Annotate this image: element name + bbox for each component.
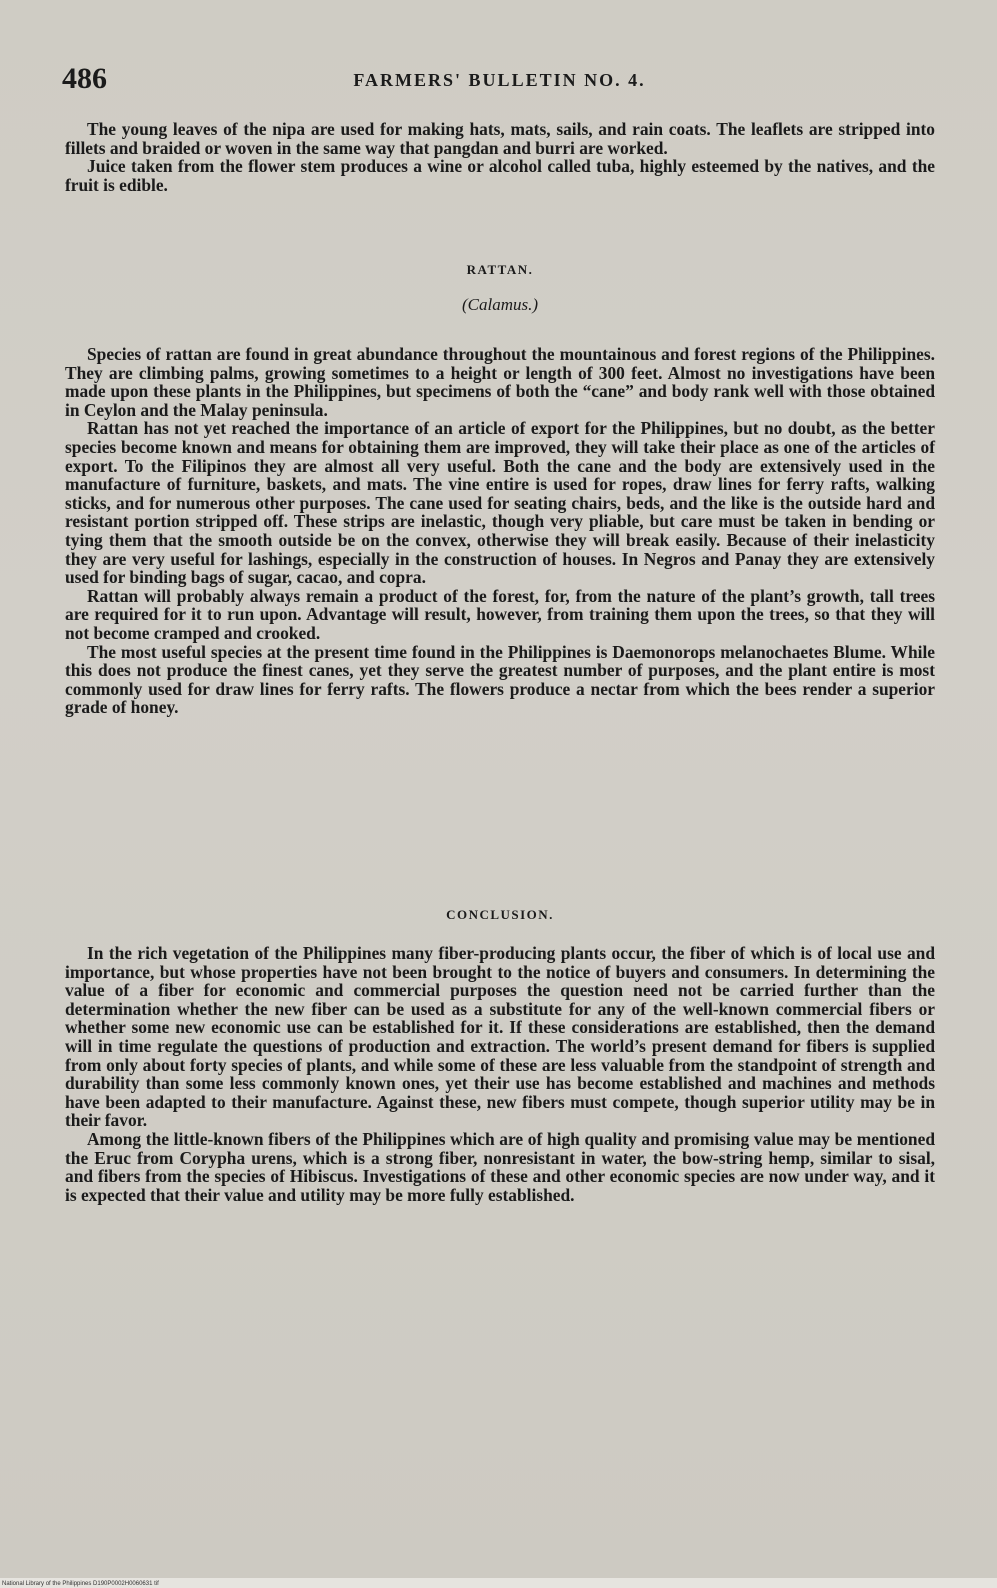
section-subheading-calamus: (Calamus.) <box>461 295 539 314</box>
section-heading-conclusion: CONCLUSION. <box>446 907 554 922</box>
scan-footer <box>0 1578 997 1588</box>
paragraph: Among the little-known fibers of the Philippines which are of high quality and promising value may be mentioned the Eruc from Corypha urens, which is a strong fiber, nonresistant in water, the bow-string hemp, similar to sisal, and fibers from the species of Hibiscus. Investigations of these and other economic species are now under way, and it is expected that their value and utility may be more fully established. <box>65 1128 935 1205</box>
paragraph: Rattan will probably always remain a product of the forest, for, from the nature of the plant’s growth, tall trees are required for it to run upon. Advantage will result, however, from training them upon the trees, so that they will not become cramped and crooked. <box>65 585 935 643</box>
paragraph: Rattan has not yet reached the importance of an article of export for the Philippines, but no doubt, as the better species become known and means for obtaining them are improved, they will take their place as one of the articles of export. To the Filipinos they are almost all very useful. Both the cane and the body are extensively used in the manufacture of furniture, baskets, and mats. The vine entire is used for ropes, draw lines for ferry rafts, walking sticks, and for numerous other purposes. The cane used for seating chairs, beds, and the like is the outside hard and resistant portion stripped off. These strips are inelastic, though very pliable, but care must be taken in bending or tying them that the smooth outside be on the convex, otherwise they will break easily. Because of their inelasticity they are very useful for lashings, especially in the construction of houses. In Negros and Panay they are extensively used for binding bags of sugar, cacao, and copra. <box>65 418 935 588</box>
paragraph: The young leaves of the nipa are used for making hats, mats, sails, and rain coats. The leaflets are stripped into fillets and braided or woven in the same way that pangdan and burri are worked. <box>65 119 935 158</box>
paragraph: Juice taken from the flower stem produces a wine or alcohol called tuba, highly esteemed by the natives, and the fruit is edible. <box>65 156 935 195</box>
scan-footer-text: National Library of the Philippines D190P0002H0060631 tif <box>2 1581 159 1587</box>
intro-text <box>65 120 935 194</box>
rattan-text <box>65 345 935 717</box>
running-head: FARMERS' BULLETIN NO. 4. <box>353 70 646 90</box>
conclusion-text <box>65 944 935 1204</box>
page-header <box>62 62 937 102</box>
paragraph: The most useful species at the present time found in the Philippines is Daemonorops melanochaetes Blume. While this does not produce the finest canes, yet they serve the greatest number of purposes, and the plant entire is most commonly used for draw lines for ferry rafts. The flowers produce a nectar from which the bees render a superior grade of honey. <box>65 641 935 718</box>
section-heading-rattan: RATTAN. <box>466 262 534 277</box>
paragraph: In the rich vegetation of the Philippines many fiber-producing plants occur, the fiber of which is of local use and importance, but whose properties have not been brought to the notice of buyers and consumers. In determining the value of a fiber for economic and commercial purposes the question need not be carried further than the determination whether the new fiber can be used as a substitute for any of the well-known commercial fibers or whether some new economic use can be established for it. If these considerations are established, then the demand will in time regulate the questions of production and extraction. The world’s present demand for fibers is supplied from only about forty species of plants, and while some of these are less valuable from the standpoint of strength and durability than some less commonly known ones, yet their use has become established and machines and methods have been adapted to their manufacture. Against these, new fibers must compete, though superior utility may be in their favor. <box>65 943 935 1131</box>
page-number: 486 <box>62 62 107 95</box>
paragraph: Species of rattan are found in great abundance throughout the mountainous and forest regions of the Philippines. They are climbing palms, growing sometimes to a height or length of 300 feet. Almost no investigations have been made upon these plants in the Philippines, but specimens of both the “cane” and body rank well with those obtained in Ceylon and the Malay peninsula. <box>65 344 935 420</box>
